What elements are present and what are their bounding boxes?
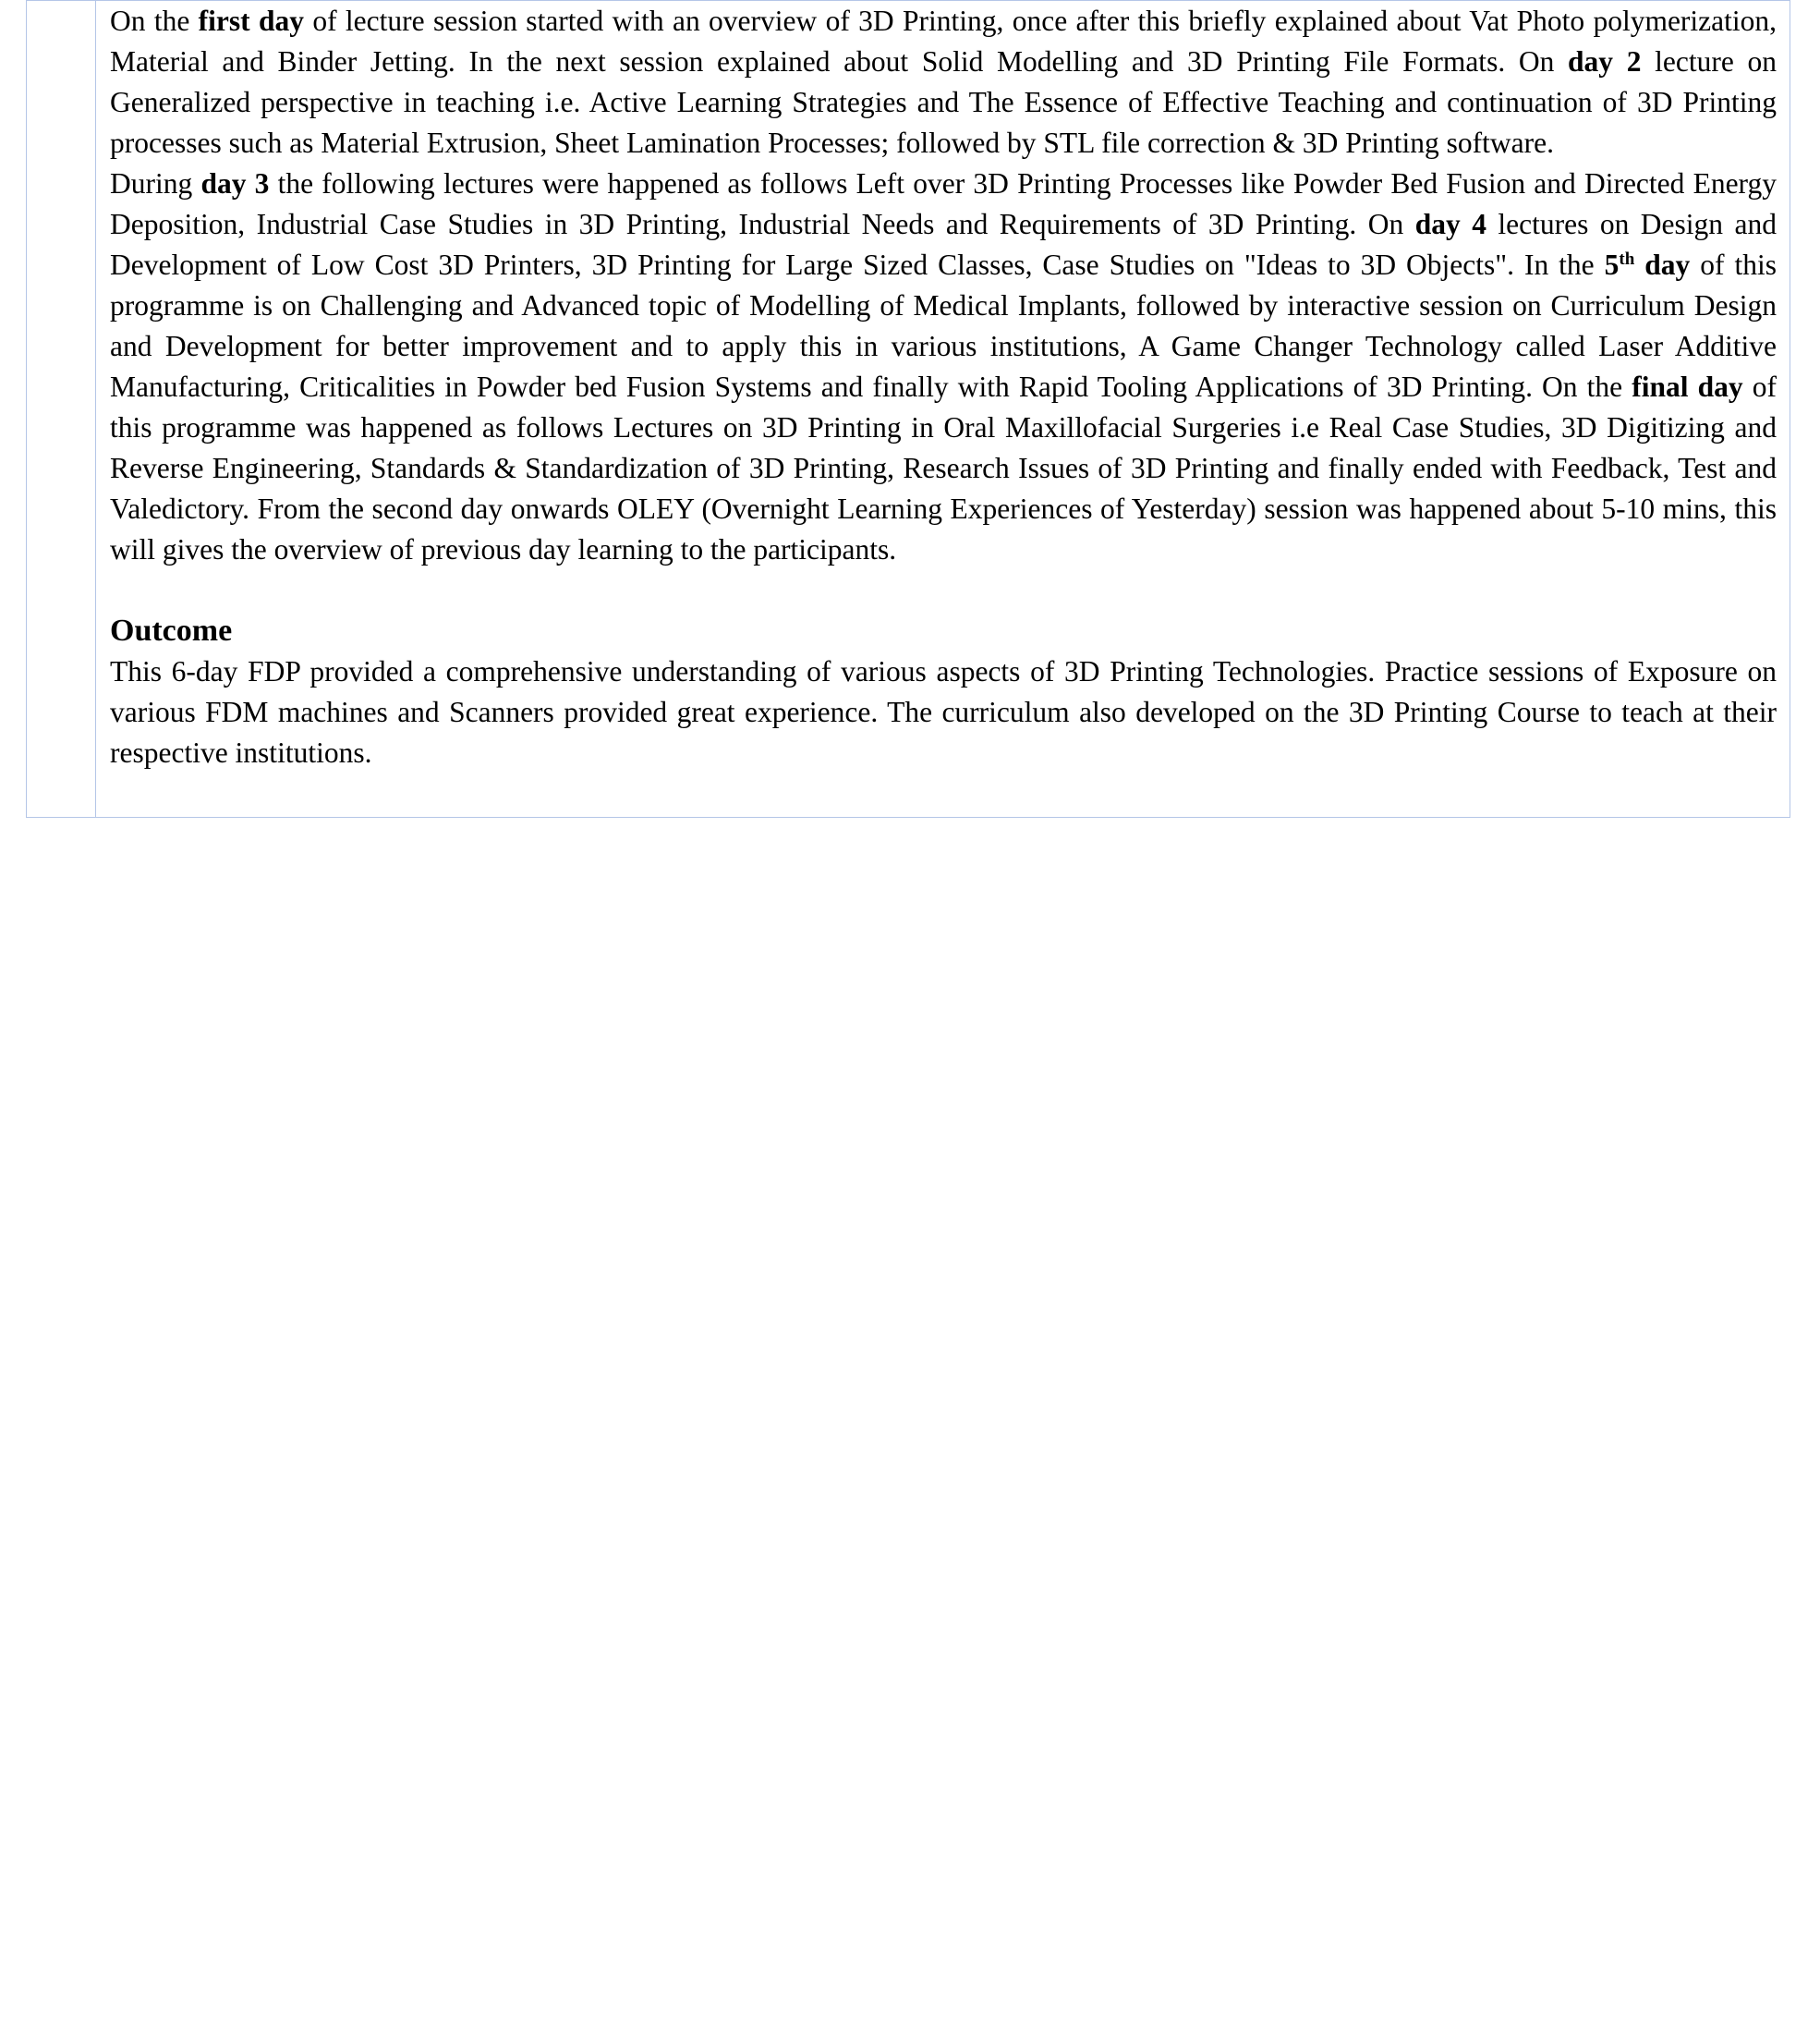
paragraph-gap [110,570,1777,611]
report-table [26,0,1790,818]
days-paragraph-2 [110,164,1777,570]
outcome-paragraph: This 6-day FDP provided a comprehensive understanding of various aspects of 3D Printing Technologies. Practice sessions of Exposure on various FDM machines and Scanners provided great experience. The curriculum also developed on the 3D Printing Course to teach at their respective institutions. [110,655,1777,769]
text-run: During [110,167,201,200]
text-run: of this programme is on Challenging and Advanced topic of Modelling of Medical Implants, followed by interactive session on Curriculum Design and Development for better improvement and to apply this in various institutions, A Game Changer Technology called Laser Additive Manufacturing, Criticalities in Powder bed Fusion Systems and finally with Rapid Tooling Applications of 3D Printing. On the [110,249,1777,403]
text-run: of this programme was happened as follows Lectures on 3D Printing in Oral Maxillofacial Surgeries i.e Real Case Studies, 3D Digitizing and Reverse Engineering, Standards & Standardization of 3D Printing, Research Issues of 3D Printing and finally ended with Feedback, Test and Valedictory. From the second day onwards OLEY (Overnight Learning Experiences of Yesterday) session was happened about 5-10 mins, this will gives the overview of previous day learning to the participants. [110,371,1777,566]
text-run: On the [110,5,199,37]
text-run: of lecture session started with an overview of 3D Printing, once after this briefly explained about Vat Photo polymerization, Material and Binder Jetting. In the next session explained about Solid Modelling and 3D Printing File Formats. On [110,5,1778,78]
days-paragraph-1 [110,1,1777,164]
bold-5th-day [1605,249,1691,281]
table-content-cell [96,1,1790,817]
bold-final-day: final day [1632,371,1743,403]
bold-day-2: day 2 [1568,45,1642,78]
day-word: day [1634,249,1691,281]
day-number: 5 [1604,249,1620,281]
text-run: the following lectures were happened as follows Left over 3D Printing Processes like Powder Bed Fusion and Directed Energy Deposition, Industrial Case Studies in 3D Printing, Industrial Needs and Requirements of 3D Printing. On [110,167,1777,240]
text-run: lecture on Generalized perspective in teaching i.e. Active Learning Strategies and The Essence of Effective Teaching and continuation of 3D Printing processes such as Material Extrusion, Sheet Lamination Processes; followed by STL file correction & 3D Printing software. [110,45,1777,159]
table-left-cell [27,1,96,817]
ordinal-suffix: th [1619,250,1635,269]
outcome-heading: Outcome [110,614,233,648]
bold-first-day: first day [198,5,305,37]
bold-day-3: day 3 [200,167,270,200]
text-run: lectures on Design and Development of Low Cost 3D Printers, 3D Printing for Large Sized Classes, Case Studies on "Ideas to 3D Objects". In the [110,208,1777,281]
bold-day-4: day 4 [1414,208,1486,240]
